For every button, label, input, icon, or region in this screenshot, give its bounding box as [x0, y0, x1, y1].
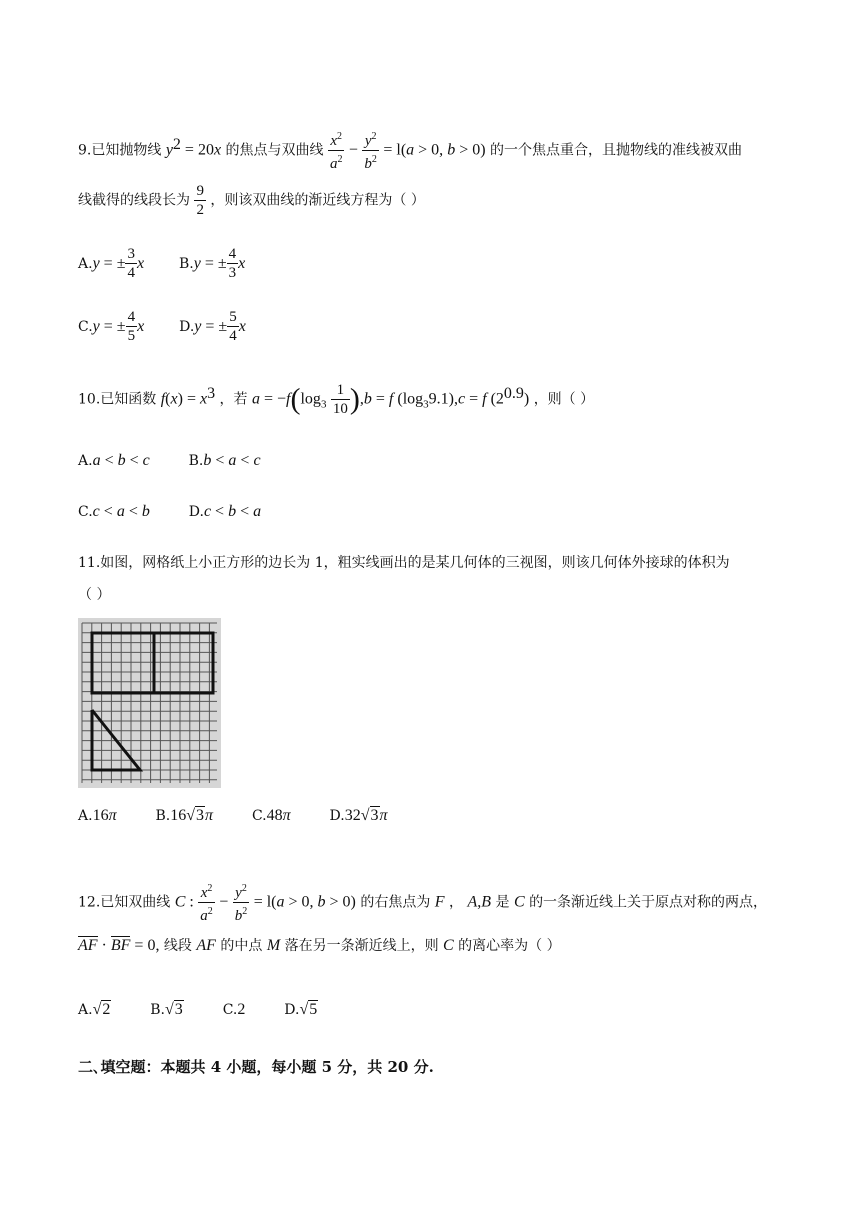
q9-option-b: B.y = ± $\frac{4}{3}$ x: [179, 246, 246, 281]
q12-prefix: 12.已知双曲线: [78, 894, 171, 911]
q9-option-a: A.y = ± $\frac{3}{4}$ x: [78, 246, 145, 281]
question-9-line-1: 9.已知抛物线 $y^2 = 20x$ 的焦点与双曲线 $\frac{x^2}{a^2}$ − $\frac{y^2}{b^2}$ = l(a > 0, b > 0) 的一个焦点重合，且抛物线的准线被双曲: [78, 128, 742, 173]
q12-line2d: 的离心率为（ ）: [458, 938, 561, 954]
q12-mid2: ，: [449, 894, 464, 911]
q9-options-row-1: [78, 245, 245, 282]
q9-mid1: 的焦点与双曲线: [225, 142, 324, 159]
q12-line2c: 落在另一条渐近线上，则: [284, 938, 439, 954]
q10-option-a: A.a < b < c: [78, 452, 150, 469]
q10-option-d: D.c < b < a: [188, 503, 262, 520]
q10-options-row-1: [78, 451, 261, 471]
section-2-heading: 二､填空题：本题共 4 小题，每小题 5 分，共 20 分.: [78, 1058, 434, 1076]
q10-option-c: C.c < a < b: [78, 503, 150, 520]
question-11-text: 11.如图，网格纸上小正方形的边长为 1，粗实线画出的是某几何体的三视图，则该几何体外接球的体积为: [78, 555, 730, 571]
q10-end: ，则（ ）: [533, 391, 595, 408]
question-12-line-1: 12.已知双曲线 C : $\frac{x^2}{a^2}$ − $\frac{y^2}{b^2}$ = l(a > 0, b > 0) 的右焦点为 F ， A,B 是 C 的一条渐近线上关于原点对称的两点，: [78, 880, 767, 925]
q10-options-row-2: [78, 502, 261, 522]
q12-option-d: D.√5: [284, 1001, 318, 1018]
q11-options-row: [78, 806, 388, 826]
q12-options-row: [78, 1000, 318, 1020]
q12-line2a: 线段: [163, 938, 192, 954]
three-view-grid-figure: [78, 618, 221, 788]
q11-option-d: D.32√3π: [329, 807, 388, 824]
three-view-grid-svg: [78, 618, 221, 788]
q9-line2b: ，则该双曲线的渐近线方程为（ ）: [210, 192, 425, 209]
q12-option-b: B.√3: [150, 1001, 183, 1018]
q9-options-row-2: [78, 308, 246, 345]
q9-line2a: 线截得的线段长为: [78, 192, 190, 209]
q10-mid: ，若: [219, 391, 248, 408]
q12-mid4: 的一条渐近线上关于原点对称的两点，: [529, 894, 768, 911]
question-10-line: 10.已知函数 $f(x) = x^3$ ，若 $a = -f(\log_3$ $\frac{1}{10}$ ),b = f $(\log_39.1),c = f$ $(2^{0.9})$ ，则（ ）: [78, 382, 595, 417]
question-9-line-2: [78, 182, 425, 219]
q12-line2b: 的中点: [220, 938, 263, 954]
q9-parabola-formula: y: [165, 141, 173, 159]
q11-option-c: C.48π: [251, 807, 291, 824]
q9-frac-x2a2: $\frac{x^2}{a^2}$: [328, 128, 345, 173]
q10-option-b: B.b < a < c: [188, 452, 261, 469]
question-12-line-2: AF · BF = 0, 线段 AF 的中点 M 落在另一条渐近线上，则 C 的离心率为（ ）: [78, 937, 561, 954]
question-11-paren: （ ）: [78, 587, 111, 603]
q12-option-a: A.√2: [78, 1001, 111, 1018]
q9-frac-y2b2: $\frac{y^2}{b^2}$: [362, 128, 379, 173]
q12-option-c: C.2: [222, 1001, 246, 1018]
q9-option-d: D.y = ± $\frac{5}{4}$ x: [179, 309, 246, 344]
q9-option-c: C.y = ± $\frac{4}{5}$ x: [78, 309, 145, 344]
q11-option-b: B.16√3π: [155, 807, 214, 824]
q9-mid2: 的一个焦点重合，且抛物线的准线被双曲: [490, 142, 742, 159]
q9-frac-9-2: $\frac{9}{2}$: [196, 183, 204, 218]
q12-mid3: 是: [495, 894, 510, 911]
q9-prefix: 9.已知抛物线: [78, 142, 162, 159]
q12-mid1: 的右焦点为: [360, 894, 431, 911]
q10-prefix: 10.已知函数: [78, 391, 157, 408]
q11-option-a: A.16π: [78, 807, 117, 824]
